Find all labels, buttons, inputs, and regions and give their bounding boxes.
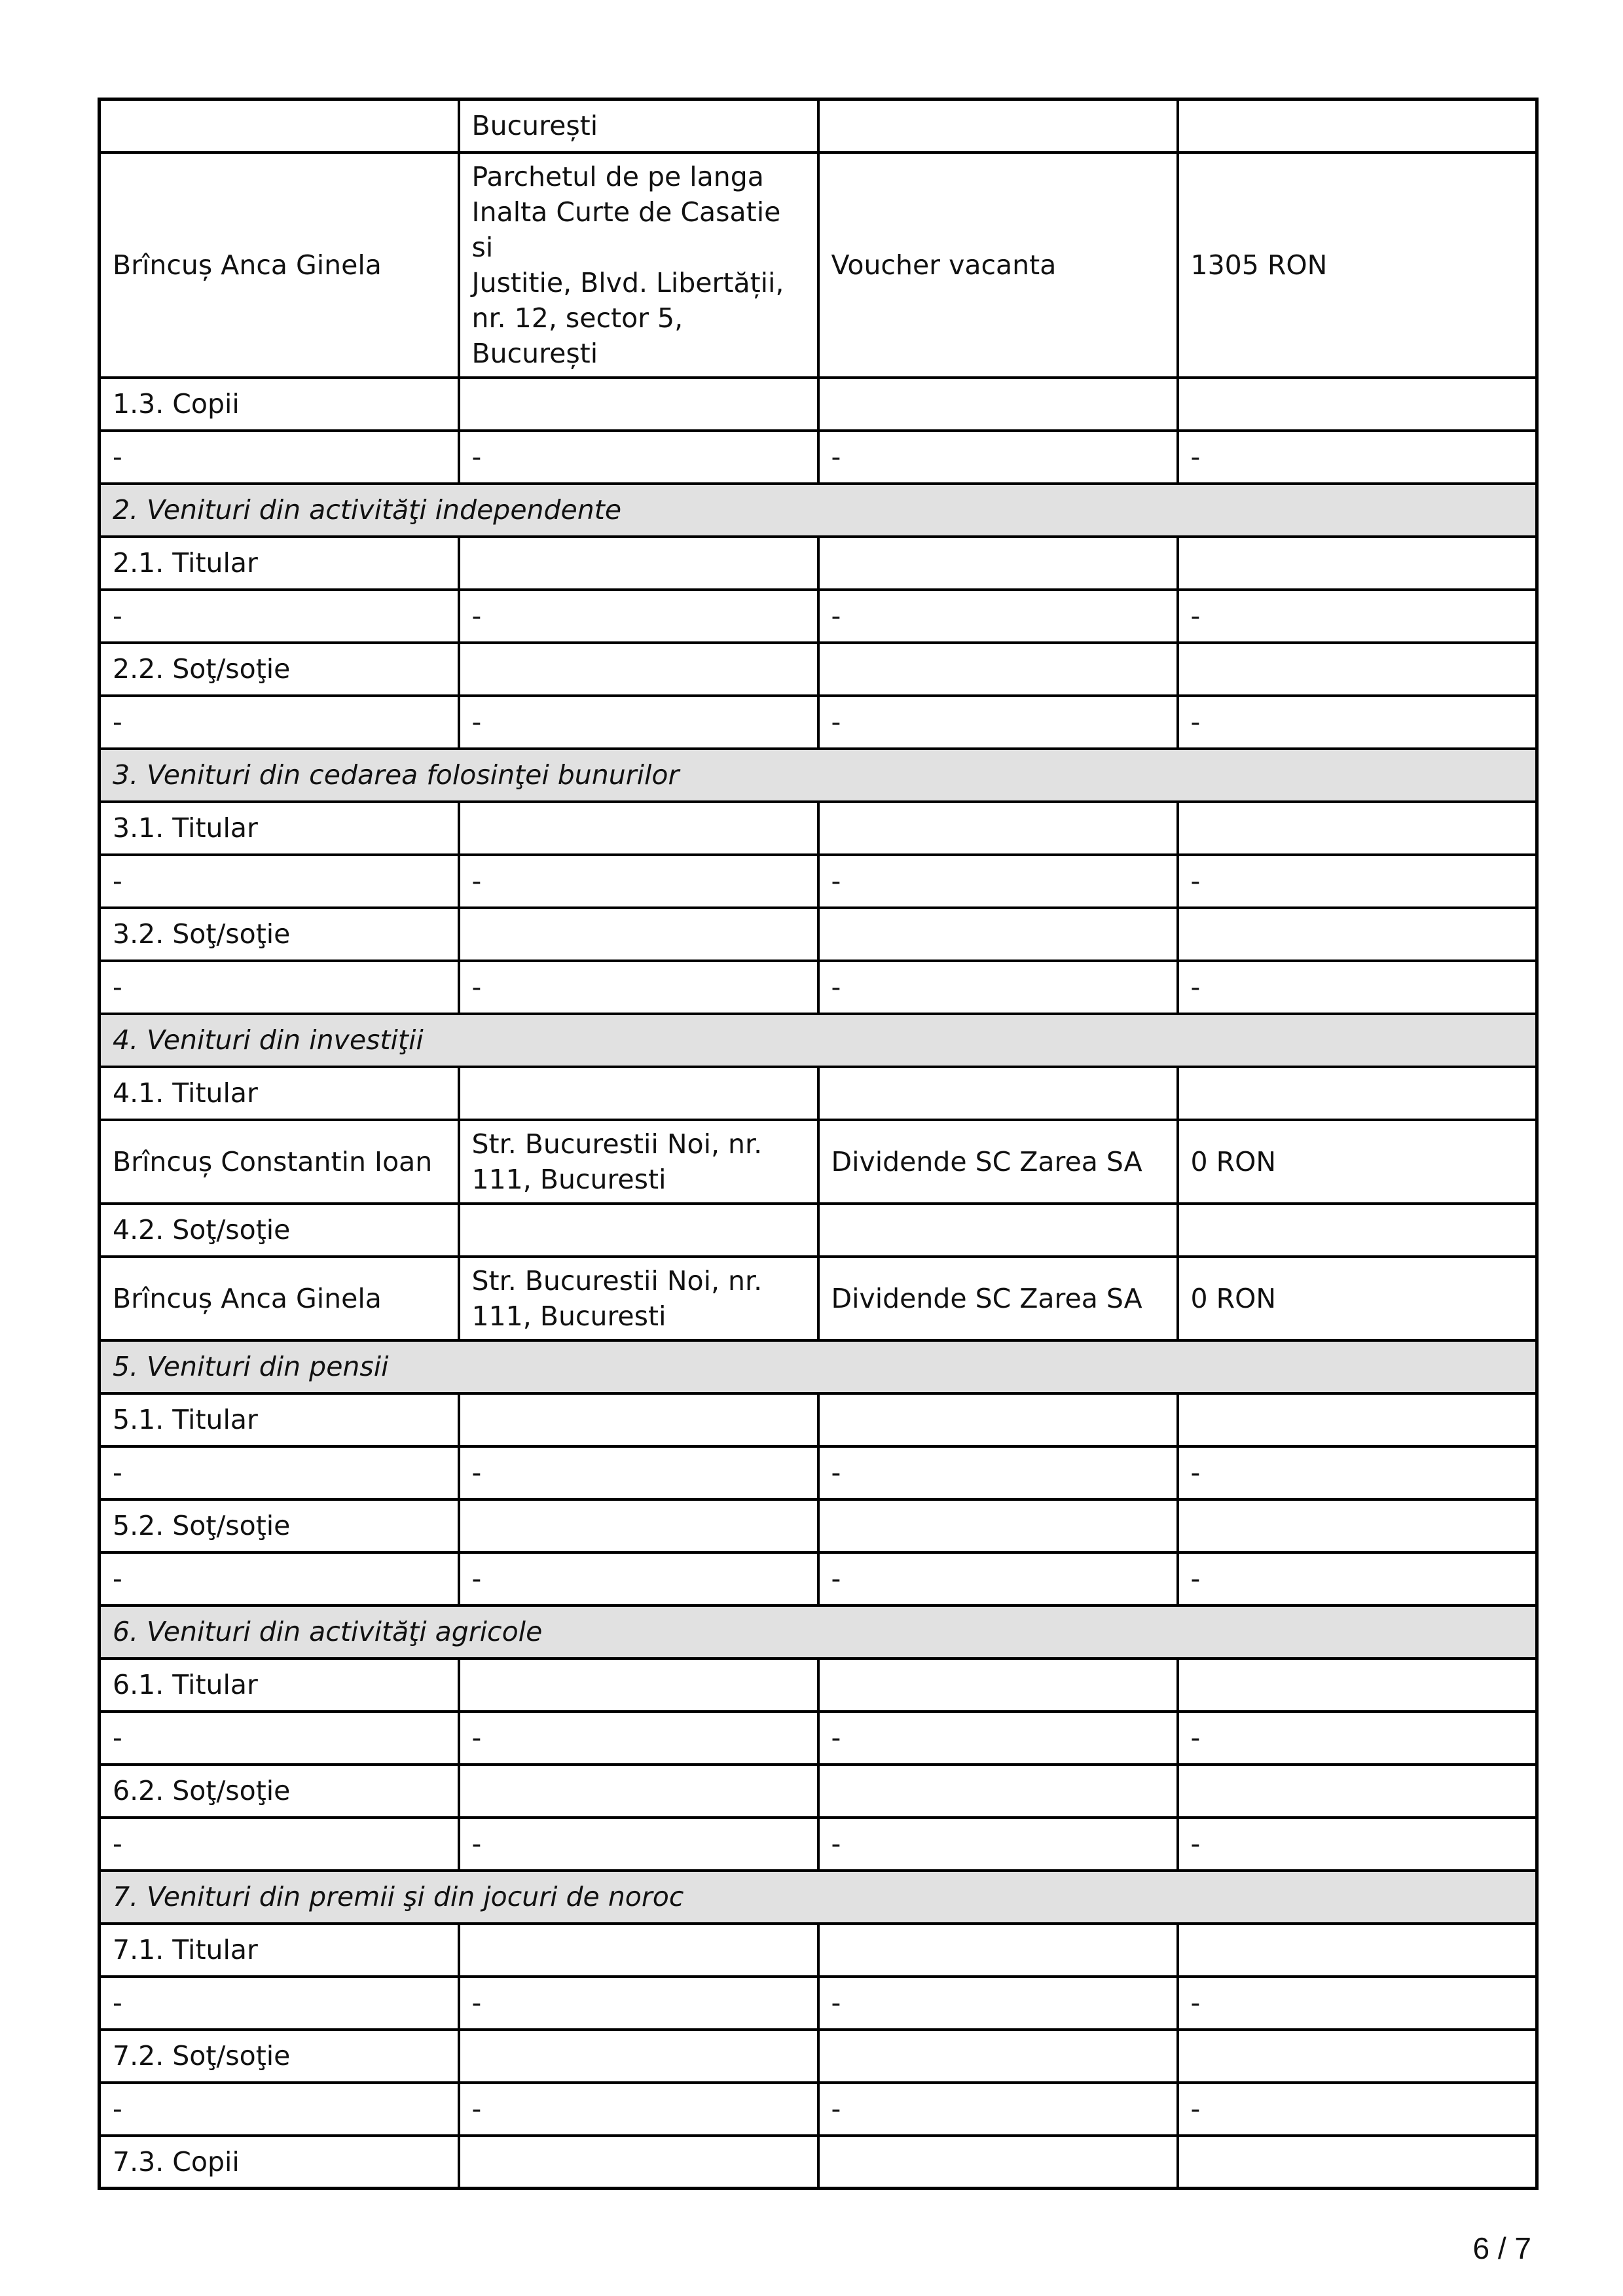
table-cell	[818, 378, 1178, 431]
table-row	[100, 696, 1537, 749]
table-row	[100, 1257, 1537, 1340]
table-cell: -	[818, 590, 1178, 643]
table-row	[100, 1977, 1537, 2030]
table-row	[100, 99, 1537, 152]
table-cell	[459, 378, 818, 431]
section-title: 4. Venituri din investiţii	[100, 1014, 1537, 1067]
table-row	[100, 1499, 1537, 1552]
table-cell	[459, 2136, 818, 2189]
table-cell: Brîncuș Anca Ginela	[100, 152, 459, 378]
section-title: 2. Venituri din activităţi independente	[100, 484, 1537, 537]
table-body	[100, 99, 1537, 2189]
table-cell: -	[100, 1446, 459, 1499]
table-cell	[459, 908, 818, 961]
table-cell: București	[459, 99, 818, 152]
table-cell: -	[818, 1552, 1178, 1605]
table-cell: 5.1. Titular	[100, 1393, 459, 1446]
table-cell: -	[459, 1446, 818, 1499]
table-row	[100, 802, 1537, 855]
table-cell	[818, 1924, 1178, 1977]
table-row	[100, 537, 1537, 590]
table-row	[100, 2083, 1537, 2136]
table-row	[100, 1552, 1537, 1605]
table-row	[100, 961, 1537, 1014]
table-row	[100, 378, 1537, 431]
table-cell: Brîncuș Anca Ginela	[100, 1257, 459, 1340]
table-cell	[818, 1393, 1178, 1446]
table-cell	[1178, 908, 1537, 961]
table-cell: -	[459, 1977, 818, 2030]
table-cell	[1178, 99, 1537, 152]
table-row	[100, 855, 1537, 908]
table-cell: Dividende SC Zarea SA	[818, 1257, 1178, 1340]
table-cell	[459, 1067, 818, 1120]
table-cell	[1178, 2030, 1537, 2083]
table-cell: -	[459, 696, 818, 749]
table-cell: 6.1. Titular	[100, 1659, 459, 1712]
table-row	[100, 590, 1537, 643]
table-cell	[1178, 2136, 1537, 2189]
table-cell	[818, 2136, 1178, 2189]
table-cell: 0 RON	[1178, 1257, 1537, 1340]
table-cell: -	[459, 431, 818, 484]
table-cell: -	[818, 2083, 1178, 2136]
table-cell: -	[100, 431, 459, 484]
table-row	[100, 1712, 1537, 1765]
section-header-row	[100, 1605, 1537, 1659]
table-cell: -	[100, 855, 459, 908]
table-cell: -	[459, 1712, 818, 1765]
section-title: 6. Venituri din activităţi agricole	[100, 1605, 1537, 1659]
table-cell: -	[1178, 1712, 1537, 1765]
table-cell: -	[1178, 1552, 1537, 1605]
table-cell	[459, 1204, 818, 1257]
table-cell: -	[818, 1818, 1178, 1871]
table-cell	[459, 1659, 818, 1712]
table-cell	[1178, 1204, 1537, 1257]
table-cell: 4.2. Soţ/soţie	[100, 1204, 459, 1257]
table-row	[100, 431, 1537, 484]
table-cell: -	[818, 1977, 1178, 2030]
table-cell: -	[818, 1446, 1178, 1499]
table-cell	[1178, 1924, 1537, 1977]
table-row	[100, 643, 1537, 696]
table-cell: 0 RON	[1178, 1120, 1537, 1204]
table-cell	[1178, 1765, 1537, 1818]
table-cell: -	[100, 1977, 459, 2030]
table-cell: Voucher vacanta	[818, 152, 1178, 378]
table-cell: -	[100, 2083, 459, 2136]
table-cell: -	[100, 590, 459, 643]
table-cell	[818, 537, 1178, 590]
table-row	[100, 1067, 1537, 1120]
table-cell	[1178, 378, 1537, 431]
table-cell: 7.1. Titular	[100, 1924, 459, 1977]
table-row	[100, 1204, 1537, 1257]
table-cell: -	[1178, 855, 1537, 908]
table-cell	[1178, 1659, 1537, 1712]
table-cell	[459, 1765, 818, 1818]
table-cell: -	[459, 1818, 818, 1871]
table-cell	[818, 1204, 1178, 1257]
table-cell	[459, 2030, 818, 2083]
table-row	[100, 2030, 1537, 2083]
table-cell	[1178, 643, 1537, 696]
table-cell: -	[818, 961, 1178, 1014]
table-cell	[1178, 802, 1537, 855]
section-title: 5. Venituri din pensii	[100, 1340, 1537, 1393]
table-cell: -	[1178, 431, 1537, 484]
table-cell	[459, 1499, 818, 1552]
table-cell	[818, 1499, 1178, 1552]
table-cell	[818, 802, 1178, 855]
table-cell	[459, 643, 818, 696]
page-number: 6 / 7	[1472, 2231, 1531, 2265]
table-cell: -	[459, 590, 818, 643]
table-cell: 3.1. Titular	[100, 802, 459, 855]
table-cell	[818, 643, 1178, 696]
table-row	[100, 1818, 1537, 1871]
table-cell: 4.1. Titular	[100, 1067, 459, 1120]
table-cell	[1178, 1499, 1537, 1552]
table-row	[100, 152, 1537, 378]
table-cell	[459, 1924, 818, 1977]
table-cell: 1.3. Copii	[100, 378, 459, 431]
table-cell: -	[100, 961, 459, 1014]
table-cell	[818, 1765, 1178, 1818]
table-cell: -	[1178, 696, 1537, 749]
table-cell	[1178, 537, 1537, 590]
table-cell	[459, 802, 818, 855]
table-cell: -	[1178, 1446, 1537, 1499]
table-row	[100, 1659, 1537, 1712]
section-title: 7. Venituri din premii şi din jocuri de noroc	[100, 1871, 1537, 1924]
section-header-row	[100, 484, 1537, 537]
table-cell: -	[1178, 961, 1537, 1014]
table-cell	[818, 908, 1178, 961]
table-cell: -	[1178, 590, 1537, 643]
income-declaration-table	[98, 98, 1539, 2190]
table-cell: Dividende SC Zarea SA	[818, 1120, 1178, 1204]
table-cell: 2.1. Titular	[100, 537, 459, 590]
table-row	[100, 1765, 1537, 1818]
table-cell: -	[818, 1712, 1178, 1765]
table-cell: -	[459, 961, 818, 1014]
table-cell: -	[459, 2083, 818, 2136]
table-cell: -	[818, 696, 1178, 749]
table-cell: 6.2. Soţ/soţie	[100, 1765, 459, 1818]
table-row	[100, 908, 1537, 961]
table-cell	[459, 537, 818, 590]
table-row	[100, 1393, 1537, 1446]
table-cell: -	[100, 1552, 459, 1605]
table-row	[100, 1924, 1537, 1977]
table-cell: 3.2. Soţ/soţie	[100, 908, 459, 961]
table-cell: -	[1178, 1818, 1537, 1871]
table-cell: 7.3. Copii	[100, 2136, 459, 2189]
table-cell	[100, 99, 459, 152]
table-cell: -	[100, 696, 459, 749]
table-cell: 2.2. Soţ/soţie	[100, 643, 459, 696]
table-row	[100, 1446, 1537, 1499]
section-header-row	[100, 749, 1537, 802]
table-cell: Str. Bucurestii Noi, nr. 111, Bucuresti	[459, 1257, 818, 1340]
table-cell: 7.2. Soţ/soţie	[100, 2030, 459, 2083]
table-cell: -	[100, 1712, 459, 1765]
table-cell: -	[818, 431, 1178, 484]
section-header-row	[100, 1340, 1537, 1393]
table-cell	[1178, 1067, 1537, 1120]
table-cell: -	[459, 855, 818, 908]
table-row	[100, 1120, 1537, 1204]
table-cell: -	[818, 855, 1178, 908]
section-title: 3. Venituri din cedarea folosinţei bunurilor	[100, 749, 1537, 802]
table-cell: Parchetul de pe langa Inalta Curte de Casatie si Justitie, Blvd. Libertății, nr. 12, sector 5, București	[459, 152, 818, 378]
table-cell: Brîncuș Constantin Ioan	[100, 1120, 459, 1204]
table-cell: -	[1178, 1977, 1537, 2030]
section-header-row	[100, 1871, 1537, 1924]
table-row	[100, 2136, 1537, 2189]
table-cell: -	[1178, 2083, 1537, 2136]
table-cell	[459, 1393, 818, 1446]
table-cell	[818, 99, 1178, 152]
section-header-row	[100, 1014, 1537, 1067]
table-cell: -	[100, 1818, 459, 1871]
table-cell	[818, 2030, 1178, 2083]
table-cell	[818, 1659, 1178, 1712]
table-cell	[818, 1067, 1178, 1120]
table-cell	[1178, 1393, 1537, 1446]
table-cell: 5.2. Soţ/soţie	[100, 1499, 459, 1552]
table-cell: 1305 RON	[1178, 152, 1537, 378]
table-cell: -	[459, 1552, 818, 1605]
table-cell: Str. Bucurestii Noi, nr. 111, Bucuresti	[459, 1120, 818, 1204]
